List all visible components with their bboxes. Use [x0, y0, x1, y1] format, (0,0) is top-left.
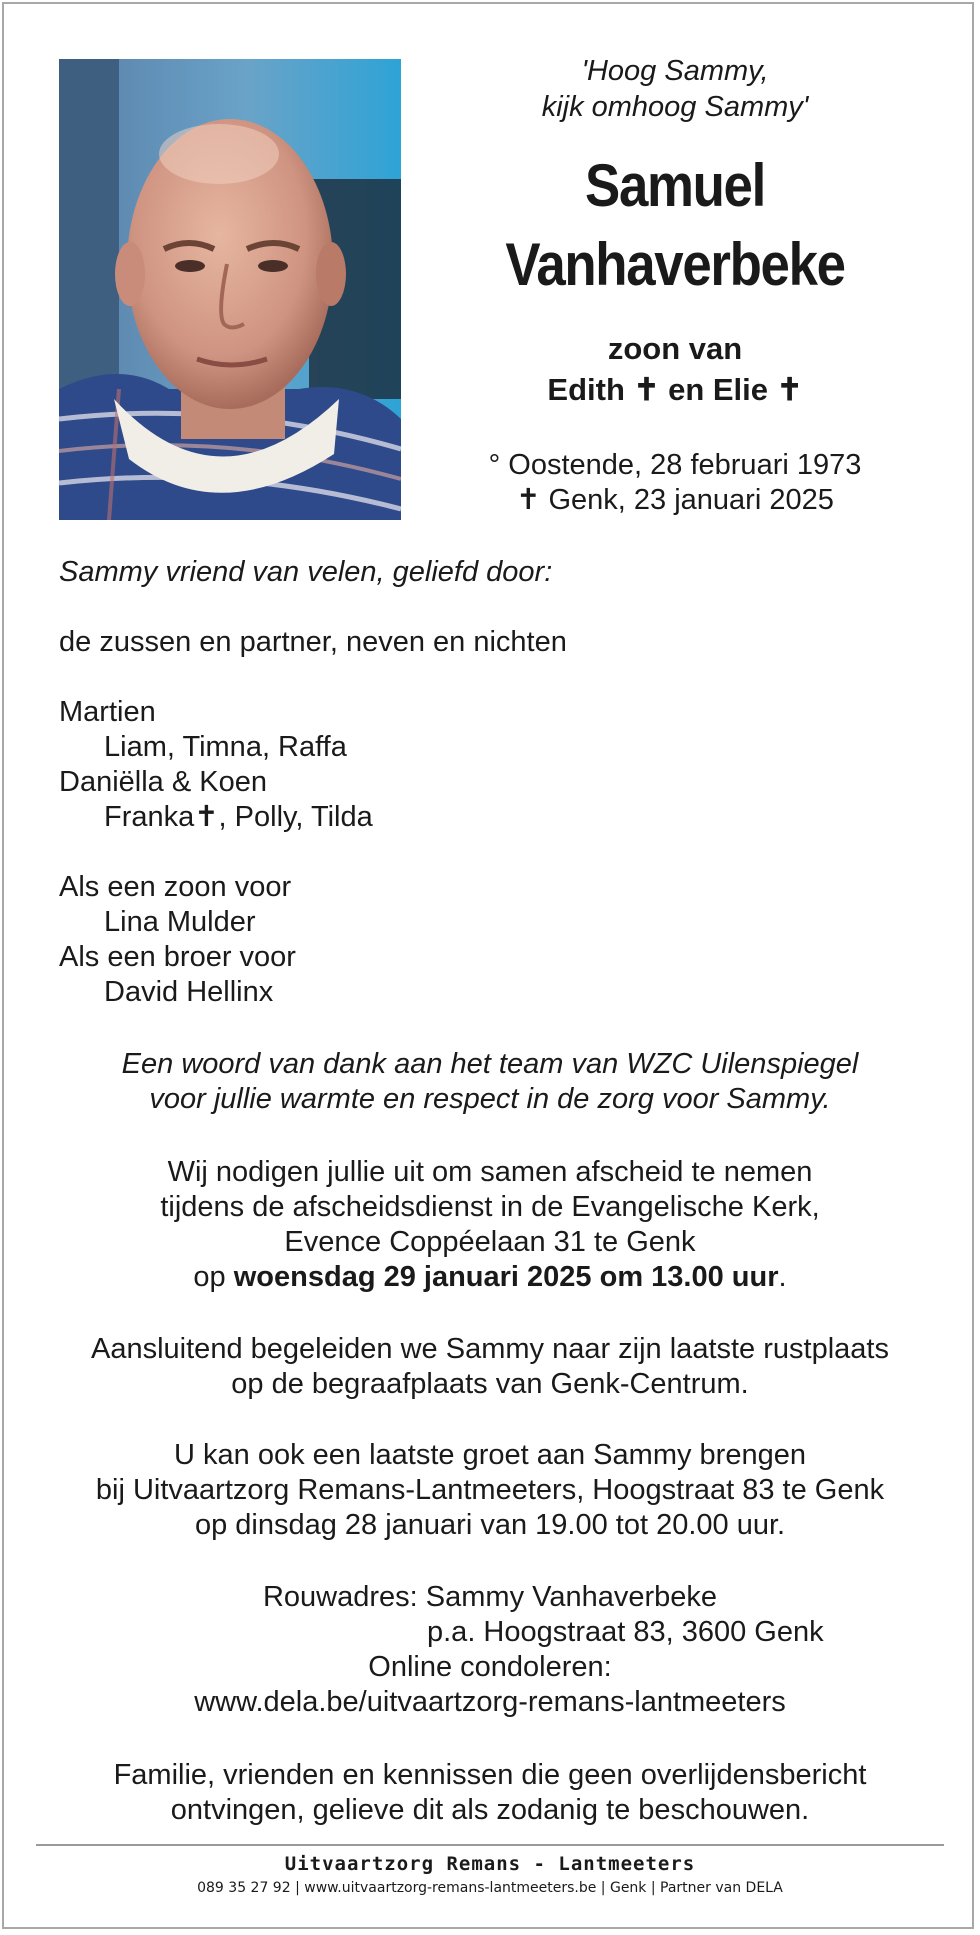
visit-line: U kan ook een laatste groet aan Sammy brengen	[174, 1439, 806, 1471]
thanks-line: Een woord van dank aan het team van WZC Uilenspiegel	[121, 1048, 859, 1080]
thanks-line: voor jullie warmte en respect in de zorg voor Sammy.	[149, 1083, 831, 1115]
birth-date: ° Oostende, 28 februari 1973	[488, 449, 862, 481]
condolence-label: Online condoleren:	[368, 1651, 612, 1683]
service-text	[40, 1155, 940, 1295]
service-prefix: op	[193, 1261, 234, 1293]
last-name: Vanhaverbeke	[505, 231, 845, 298]
death-date: ✝ Genk, 23 januari 2025	[516, 484, 834, 516]
condolence-link[interactable]: www.dela.be/uitvaartzorg-remans-lantmeeters	[194, 1686, 786, 1718]
first-name: Samuel	[585, 152, 765, 219]
parents-intro: zoon van	[607, 331, 743, 366]
parents-names: Edith ✝ en Elie ✝	[547, 372, 803, 407]
also-name: Lina Mulder	[104, 906, 256, 938]
footer-contact: 089 35 27 92 | www.uitvaartzorg-remans-lantmeeters.be | Genk | Partner van DELA	[197, 1880, 783, 1896]
closing-line: ontvingen, gelieve dit als zodanig te beschouwen.	[170, 1794, 810, 1826]
visit-line: bij Uitvaartzorg Remans-Lantmeeters, Hoogstraat 83 te Genk	[95, 1474, 885, 1506]
service-datetime	[40, 1260, 940, 1295]
family-name: Liam, Timna, Raffa	[104, 731, 347, 763]
family-name: Daniëlla & Koen	[59, 766, 267, 798]
address-line-2: p.a. Hoogstraat 83, 3600 Genk	[427, 1616, 824, 1648]
family-name: Martien	[59, 696, 156, 728]
also-name: David Hellinx	[104, 976, 274, 1008]
service-line: tijdens de afscheidsdienst in de Evangelische Kerk,	[160, 1191, 820, 1223]
service-line: Evence Coppéelaan 31 te Genk	[284, 1226, 696, 1258]
also-line: Als een zoon voor	[59, 871, 292, 903]
footer-divider	[36, 1844, 944, 1846]
thanks-text	[40, 1047, 940, 1117]
deceased-name	[468, 146, 882, 304]
visit-line: op dinsdag 28 januari van 19.00 tot 20.00 uur.	[194, 1509, 786, 1541]
service-line: Wij nodigen jullie uit om samen afscheid te nemen	[167, 1156, 813, 1188]
burial-line: Aansluitend begeleiden we Sammy naar zijn laatste rustplaats	[91, 1333, 889, 1365]
quote-line: 'Hoog Sammy,	[581, 55, 769, 87]
closing-line: Familie, vrienden en kennissen die geen overlijdensbericht	[113, 1759, 867, 1791]
portrait-photo	[59, 59, 401, 520]
quote	[440, 53, 910, 125]
closing-text	[40, 1758, 940, 1828]
service-date-bold: woensdag 29 januari 2025 om 13.00 uur	[233, 1261, 779, 1293]
footer-title: Uitvaartzorg Remans - Lantmeeters	[284, 1853, 696, 1875]
relatives-text: de zussen en partner, neven en nichten	[59, 626, 567, 658]
parents	[440, 328, 910, 410]
visit-text	[40, 1438, 940, 1543]
family-name: Franka✝, Polly, Tilda	[104, 801, 373, 833]
burial-text	[40, 1332, 940, 1402]
also-line: Als een broer voor	[59, 941, 296, 973]
burial-line: op de begraafplaats van Genk-Centrum.	[231, 1368, 749, 1400]
service-suffix: .	[778, 1261, 787, 1293]
intro-text: Sammy vriend van velen, geliefd door:	[59, 556, 553, 588]
life-dates	[440, 448, 910, 518]
address-line: Rouwadres: Sammy Vanhaverbeke	[262, 1581, 718, 1613]
quote-line: kijk omhoog Sammy'	[541, 91, 809, 123]
